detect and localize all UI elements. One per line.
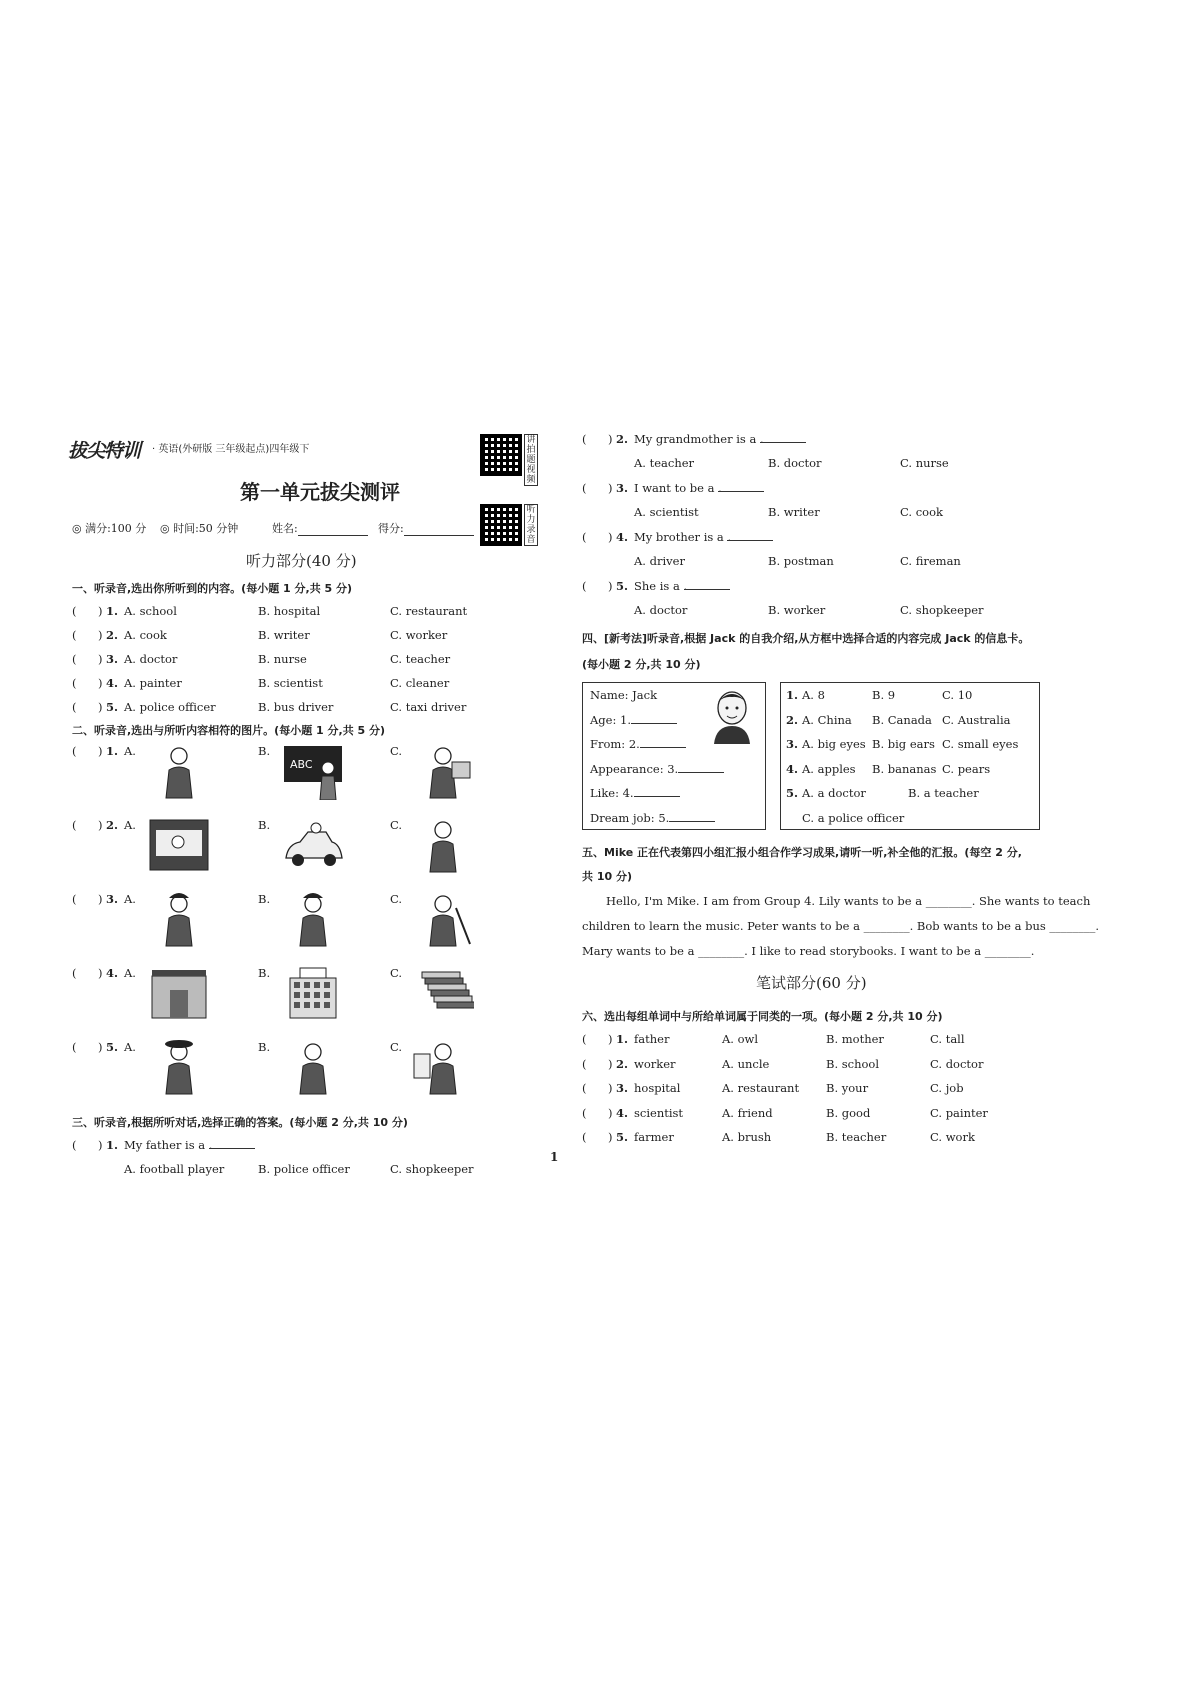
exam-time: ◎ 时间:50 分钟: [160, 522, 239, 535]
s5-line-2: children to learn the music. Peter wants to be a ________. Bob wants to be a bus ________.: [582, 919, 1100, 933]
option-b: B. Canada: [872, 712, 932, 727]
s6-heading: 六、选出每组单词中与所给单词属于同类的一项。(每小题 2 分,共 10 分): [582, 1010, 943, 1023]
picture-gate[interactable]: [148, 964, 204, 1020]
option-b: B. a teacher: [908, 786, 979, 800]
picture-woman[interactable]: [148, 742, 204, 798]
option-c: C. nurse: [900, 456, 949, 470]
option-c: C.: [390, 892, 403, 906]
option-a: A. cook: [124, 628, 167, 642]
s1-heading: 一、听录音,选出你所听到的内容。(每小题 1 分,共 5 分): [72, 582, 353, 595]
picture-car[interactable]: [282, 816, 338, 872]
picture-board[interactable]: [282, 742, 338, 798]
option-a: A. 8: [802, 688, 825, 702]
option-b: B. writer: [768, 505, 820, 519]
option-c: C. doctor: [930, 1056, 984, 1071]
card-field-1[interactable]: Age: 1.: [590, 713, 631, 727]
option-a: A. driver: [634, 554, 685, 568]
option-a: A. teacher: [634, 456, 695, 470]
option-a: A. big eyes: [802, 737, 866, 751]
given-word: farmer: [634, 1130, 674, 1144]
option-a: A. painter: [124, 676, 182, 690]
option-b: B. 9: [872, 688, 896, 702]
name-label: 姓名:: [272, 522, 298, 535]
picture-cleaner[interactable]: [412, 890, 468, 946]
option-b: B.: [258, 892, 271, 906]
picture-painter[interactable]: [412, 1038, 468, 1094]
given-word: scientist: [634, 1105, 684, 1120]
option-c: C. small eyes: [942, 737, 1019, 751]
option-c: C. teacher: [390, 652, 451, 666]
qr-label-video: 讲拍题视频: [524, 434, 538, 486]
option-c: C. a police officer: [802, 810, 905, 825]
option-c: C. tall: [930, 1032, 965, 1046]
qr-code-video[interactable]: [480, 434, 522, 476]
option-b: B. big ears: [872, 737, 935, 751]
option-a: A. owl: [722, 1032, 759, 1046]
card-field-4[interactable]: Like: 4.: [590, 786, 634, 800]
picture-bus[interactable]: [148, 816, 204, 872]
option-a: A. doctor: [634, 603, 688, 617]
option-c: C. Australia: [942, 712, 1011, 727]
option-a: A. apples: [802, 761, 856, 776]
brand-logo: 拔尖特训: [68, 440, 141, 462]
option-a: A. police officer: [124, 700, 216, 714]
qr-code-audio[interactable]: [480, 504, 522, 546]
option-b: B. teacher: [826, 1130, 887, 1144]
book-subtitle: · 英语(外研版 三年级起点)四年级下: [152, 444, 310, 455]
option-b: B. writer: [258, 628, 310, 642]
option-b: B. bananas: [872, 761, 937, 776]
card-field-5[interactable]: Dream job: 5.: [590, 811, 669, 825]
card-field-3[interactable]: Appearance: 3.: [590, 762, 678, 776]
picture-books[interactable]: [412, 964, 468, 1020]
option-a: A.: [124, 818, 136, 832]
option-b: B. scientist: [258, 676, 323, 690]
s5-line-1: Hello, I'm Mike. I am from Group 4. Lily wants to be a ________. She wants to teach: [606, 894, 1091, 908]
picture-weaver[interactable]: [412, 742, 468, 798]
option-b: B. nurse: [258, 652, 307, 666]
option-a: A. brush: [722, 1130, 772, 1144]
option-b: B.: [258, 744, 271, 758]
score-label: 得分:: [378, 522, 404, 535]
option-b: B. worker: [768, 603, 826, 617]
given-word: worker: [634, 1056, 676, 1071]
s3-heading: 三、听录音,根据所听对话,选择正确的答案。(每小题 2 分,共 10 分): [72, 1116, 408, 1129]
option-a: A. school: [124, 604, 177, 618]
option-c: C. restaurant: [390, 604, 468, 618]
option-c: C. painter: [930, 1105, 988, 1120]
option-b: B.: [258, 818, 271, 832]
option-c: C.: [390, 744, 403, 758]
option-a: A. restaurant: [722, 1081, 800, 1095]
qr-label-audio: 听力录音: [524, 504, 538, 546]
boy-portrait: [710, 688, 754, 744]
option-c: C. shopkeeper: [900, 603, 984, 617]
option-c: C. job: [930, 1081, 964, 1095]
s5-line-3: Mary wants to be a ________. I like to read storybooks. I want to be a ________.: [582, 944, 1035, 958]
full-score: ◎ 满分:100 分: [72, 522, 147, 535]
option-c: C. work: [930, 1130, 975, 1144]
option-b: B. school: [826, 1056, 880, 1071]
option-c: C. pears: [942, 761, 991, 776]
option-a: A.: [124, 892, 136, 906]
option-c: C. worker: [390, 628, 448, 642]
s4-heading-score: (每小题 2 分,共 10 分): [582, 658, 701, 671]
option-a: A. China: [802, 712, 852, 727]
option-c: C.: [390, 818, 403, 832]
option-b: B.: [258, 966, 271, 980]
exam-sheet: 拔尖特训 · 英语(外研版 三年级起点)四年级下 第一单元拔尖测评 讲拍题视频 听力录音 ◎ 满分:100 分 ◎ 时间:50 分钟 姓名: 得分: 听力部分(40 分) 一、听录音,选出你所听到的内容。(每小题 1 分,共 5 分) ( ) 1. A. school B. hospital C. restaurant ( ) 2. A. cook B. writer C. worker ( ) 3. A. doctor B. nurse C. teacher ( ) 4. A. painter B. scientist C. cleaner ( ) 5. A. police officer B. bus driver C. taxi driver 二、听录音,选出与所听内容相符的图片。(每小题 1 分,共 5 分) ( ) 1. A. B. C. ABC ( ) 2. A. B. C. ( ) 3. A. B. C. ( ) 4. A. B. C. ( ) 5. A. B. C. 三、听录音,根据所听对话,选择正确的答案。(每小题 2 分,共 10 分) ( ) 1. My father is a . A. football player B. police officer C. shopkeeper ( ) 2. My grandmother is a . A. teacher B. doctor C. nurse ( ) 3. I want to be a . A. scientist B. writer C. cook ( ) 4. My brother is a . A. driver B. postman C. fireman ( ) 5. She is a . A. doctor B. worker C. shopkeeper 四、[新考法]听录音,根据 Jack 的自我介绍,从方框中选择合适的内容完成 Jack 的信息卡。 (每小题 2 分,共 10 分) Name: Jack Age: 1. From: 2. Appearance: 3. Like: 4. Dream job: 5. 1. A. 8 B. 9 C. 10 2. A. China B. Canada C. Australia 3. A. big eyes B. big ears C. small eyes 4. A. apples B. bananas C. pears 5. A. a doctor B. a teacher C. a police officer 五、Mike 正在代表第四小组汇报小组合作学习成果,请听一听,补全他的汇报。(每空 2 分, 共 10 分) Hello, I'm Mike. I am from Group 4. Lily wants to be a ________. She wants to teach children to learn the music. Peter wants to be a ________. Bob wants to be a bus ________. Mary wants to be a ________. I like to read storybooks. I want to be a ________. 笔试部分(60 分) 六、选出每组单词中与所给单词属于同类的一项。(每小题 2 分,共 10 分) ( ) 1. father A. owl B. mother C. tall ( ) 2. worker A. uncle B. school C. doctor ( ) 3. hospital A. restaurant B. your C. job ( ) 4. scientist A. friend B. good C. painter ( ) 5. farmer A. brush B. teacher C. work 1: [68, 432, 1100, 1176]
option-b: B. postman: [768, 554, 834, 568]
picture-teacher[interactable]: [282, 1038, 338, 1094]
options-box: [780, 682, 1040, 830]
s2-heading: 二、听录音,选出与所听内容相符的图片。(每小题 1 分,共 5 分): [72, 724, 386, 737]
option-a: A.: [124, 744, 136, 758]
picture-farmer[interactable]: [148, 1038, 204, 1094]
page-number: 1: [550, 1150, 559, 1164]
option-c: C.: [390, 1040, 403, 1054]
option-c: C. cleaner: [390, 676, 450, 690]
option-b: B. bus driver: [258, 700, 334, 714]
option-a: A. scientist: [634, 505, 699, 519]
option-b: B.: [258, 1040, 271, 1054]
option-b: B. good: [826, 1105, 871, 1120]
option-b: B. mother: [826, 1032, 884, 1046]
s5-heading-score: 共 10 分): [582, 870, 632, 883]
picture-firefighter[interactable]: [148, 890, 204, 946]
name-field[interactable]: [272, 520, 368, 536]
option-c: C. fireman: [900, 554, 961, 568]
picture-man[interactable]: [412, 816, 468, 872]
card-field-2[interactable]: From: 2.: [590, 737, 640, 751]
option-c: C. taxi driver: [390, 700, 467, 714]
option-c: C. cook: [900, 505, 943, 519]
option-c: C. 10: [942, 688, 973, 702]
s4-heading: 四、[新考法]听录音,根据 Jack 的自我介绍,从方框中选择合适的内容完成 Jack 的信息卡。: [582, 632, 1030, 645]
option-b: B. hospital: [258, 604, 321, 618]
option-c: C.: [390, 966, 403, 980]
writing-title: 笔试部分(60 分): [756, 974, 867, 992]
score-field[interactable]: [378, 520, 474, 536]
given-word: father: [634, 1032, 670, 1046]
picture-building[interactable]: [282, 964, 338, 1020]
option-b: B. your: [826, 1081, 869, 1095]
picture-police[interactable]: [282, 890, 338, 946]
page-title: 第一单元拔尖测评: [240, 480, 400, 504]
svg-text:ABC: ABC: [290, 758, 313, 771]
option-a: A. friend: [722, 1105, 773, 1120]
card-field-0: Name: Jack: [590, 688, 658, 702]
option-a: A. a doctor: [802, 786, 866, 800]
option-a: A.: [124, 1040, 136, 1054]
given-word: hospital: [634, 1081, 681, 1095]
option-b: B. doctor: [768, 456, 822, 470]
option-a: A. doctor: [124, 652, 178, 666]
s5-heading: 五、Mike 正在代表第四小组汇报小组合作学习成果,请听一听,补全他的汇报。(每空 2 分,: [582, 846, 1022, 859]
option-a: A.: [124, 966, 136, 980]
option-a: A. uncle: [722, 1056, 770, 1071]
listening-title: 听力部分(40 分): [246, 552, 357, 570]
